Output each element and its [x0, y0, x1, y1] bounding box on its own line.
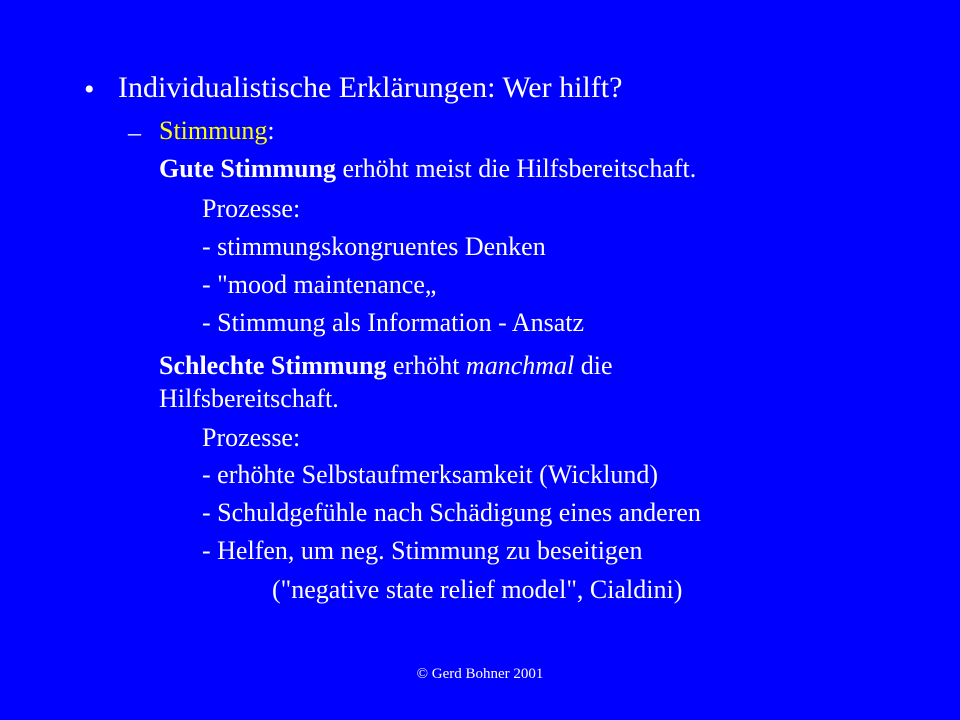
good-mood-line: [159, 156, 696, 182]
slide-heading: Individualistische Erklärungen: Wer hilft?: [118, 71, 623, 104]
good-mood-rest: erhöht meist die Hilfsbereitschaft.: [335, 154, 697, 183]
good-processes-label: Prozesse:: [202, 194, 301, 223]
bullet-marker: •: [84, 73, 95, 106]
good-mood-bold: Gute Stimmung: [159, 154, 336, 183]
sub-dash-marker: –: [128, 118, 141, 147]
bad-processes-label: Prozesse:: [202, 423, 301, 452]
bad-mood-mid: erhöht: [386, 351, 466, 380]
bad-process-item: - erhöhte Selbstaufmerksamkeit (Wicklund): [202, 460, 658, 489]
good-process-item: - stimmungskongruentes Denken: [202, 232, 546, 261]
sub-heading: [159, 118, 275, 144]
good-process-item: - Stimmung als Information - Ansatz: [202, 308, 585, 337]
bad-process-reference: ("negative state relief model", Cialdini): [272, 575, 683, 604]
bad-mood-bold: Schlechte Stimmung: [159, 351, 387, 380]
bad-process-item: - Schuldgefühle nach Schädigung eines anderen: [202, 498, 701, 527]
bad-mood-line: [159, 353, 613, 379]
copyright-footer: © Gerd Bohner 2001: [416, 666, 544, 682]
bad-process-item: - Helfen, um neg. Stimmung zu beseitigen: [202, 536, 643, 565]
sub-heading-colon: :: [267, 116, 275, 145]
bad-mood-rest: die: [574, 351, 613, 380]
bad-mood-line-2: Hilfsbereitschaft.: [159, 384, 339, 413]
bad-mood-italic: manchmal: [465, 351, 575, 380]
sub-heading-text: Stimmung: [159, 116, 268, 145]
good-process-item: - "mood maintenance„: [202, 270, 437, 299]
